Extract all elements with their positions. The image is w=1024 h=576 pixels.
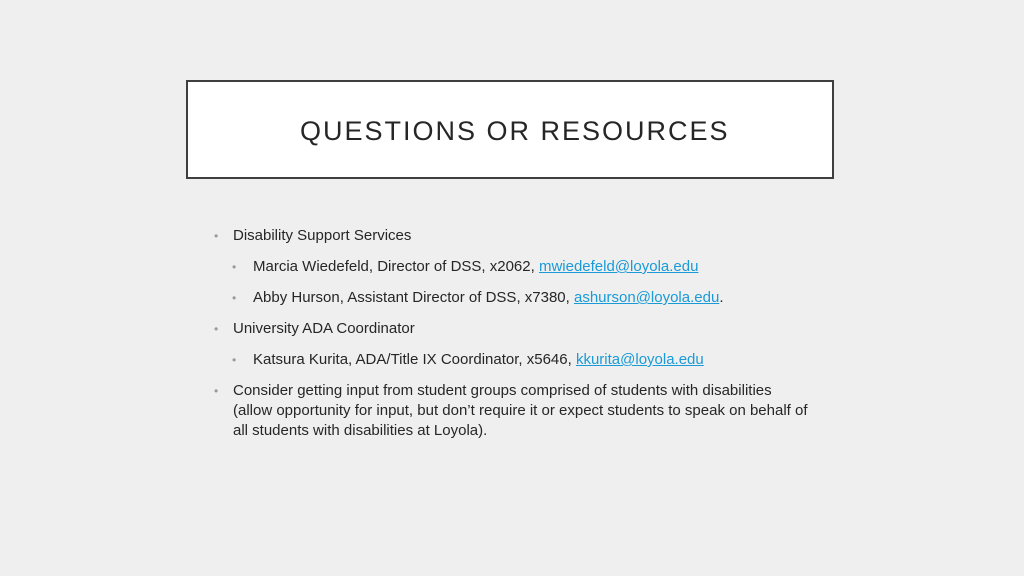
list-item	[214, 381, 814, 441]
bullet-dot-icon: •	[232, 291, 237, 305]
bullet-dot-icon: •	[214, 384, 219, 398]
bullet-text: Abby Hurson, Assistant Director of DSS, x7380,	[253, 289, 574, 306]
bullet-text: Consider getting input from student groups comprised of students with disabilities (allow opportunity for input, but don’t require it or expect students to speak on behalf of all students with disabilities at Loyola).	[233, 382, 808, 439]
bullet-suffix: .	[719, 289, 724, 306]
bullet-dot-icon: •	[214, 229, 219, 243]
list-item	[214, 319, 814, 339]
list-item	[214, 288, 814, 308]
email-link-ashurson[interactable]: ashurson@loyola.edu	[573, 289, 720, 306]
email-link-kkurita[interactable]: kkurita@loyola.edu	[575, 351, 704, 368]
bullet-dot-icon: •	[232, 353, 237, 367]
bullet-text: Katsura Kurita, ADA/Title IX Coordinator, x5646,	[253, 351, 576, 368]
list-item	[214, 350, 814, 370]
list-item	[214, 226, 814, 246]
bullet-text: Marcia Wiedefeld, Director of DSS, x2062,	[253, 258, 539, 275]
bullet-text: Disability Support Services	[233, 227, 412, 244]
slide-title: QUESTIONS OR RESOURCES	[300, 116, 730, 146]
bullet-dot-icon: •	[232, 260, 237, 274]
email-link-mwiedefeld[interactable]: mwiedefeld@loyola.edu	[538, 258, 699, 275]
bullet-list	[214, 226, 814, 452]
bullet-text: University ADA Coordinator	[233, 320, 415, 337]
bullet-dot-icon: •	[214, 322, 219, 336]
title-box	[186, 80, 834, 179]
list-item	[214, 257, 814, 277]
